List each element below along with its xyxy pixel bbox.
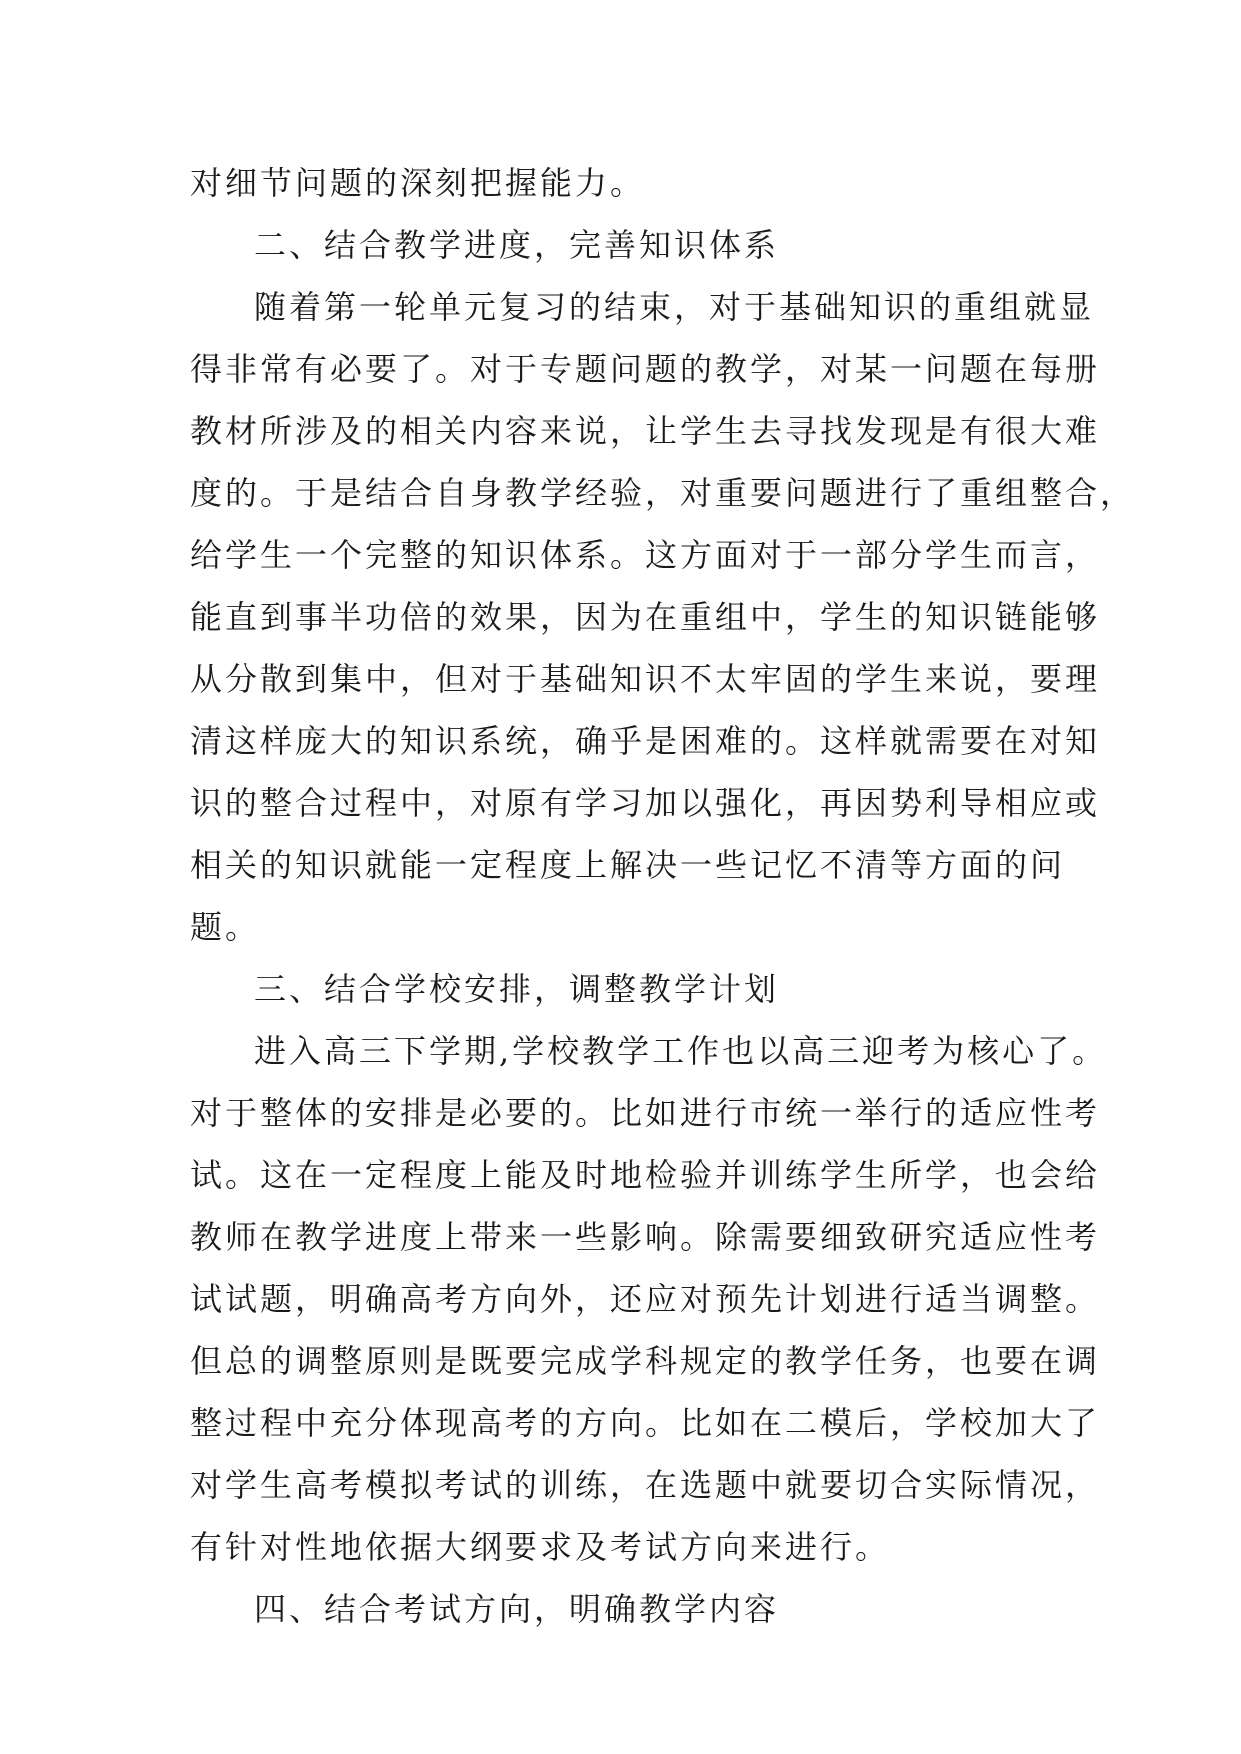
text-line: 得非常有必要了。对于专题问题的教学，对某一问题在每册: [190, 350, 1101, 388]
text-line: 从分散到集中，但对于基础知识不太牢固的学生来说，要理: [190, 660, 1101, 698]
document-body: [190, 152, 1136, 1640]
text-line: 清这样庞大的知识系统，确乎是困难的。这样就需要在对知: [190, 722, 1101, 760]
text-line: 对细节问题的深刻把握能力。: [190, 164, 646, 202]
text-line: 能直到事半功倍的效果，因为在重组中，学生的知识链能够: [190, 598, 1101, 636]
text-line: 度的。于是结合自身教学经验，对重要问题进行了重组整合，: [190, 474, 1136, 512]
text-line: 相关的知识就能一定程度上解决一些记忆不清等方面的问: [190, 846, 1066, 884]
text-line: 但总的调整原则是既要完成学科规定的教学任务，也要在调: [190, 1342, 1101, 1380]
text-line: 试试题，明确高考方向外，还应对预先计划进行适当调整。: [190, 1280, 1101, 1318]
section-heading-2: 二、结合教学进度，完善知识体系: [254, 226, 780, 264]
text-line: 教材所涉及的相关内容来说，让学生去寻找发现是有很大难: [190, 412, 1101, 450]
text-line: 随着第一轮单元复习的结束，对于基础知识的重组就显: [254, 288, 1095, 326]
text-line: 对于整体的安排是必要的。比如进行市统一举行的适应性考: [190, 1094, 1101, 1132]
section-heading-4: 四、结合考试方向，明确教学内容: [254, 1590, 780, 1628]
text-line: 题。: [190, 908, 261, 946]
text-line: 给学生一个完整的知识体系。这方面对于一部分学生而言，: [190, 536, 1101, 574]
text-line: 教师在教学进度上带来一些影响。除需要细致研究适应性考: [190, 1218, 1101, 1256]
text-line: 整过程中充分体现高考的方向。比如在二模后，学校加大了: [190, 1404, 1101, 1442]
section-heading-3: 三、结合学校安排，调整教学计划: [254, 970, 780, 1008]
text-line: 对学生高考模拟考试的训练，在选题中就要切合实际情况，: [190, 1466, 1101, 1504]
text-line: 有针对性地依据大纲要求及考试方向来进行。: [190, 1528, 891, 1566]
text-line: 进入高三下学期,学校教学工作也以高三迎考为核心了。: [254, 1032, 1108, 1070]
text-line: 识的整合过程中，对原有学习加以强化，再因势利导相应或: [190, 784, 1101, 822]
text-line: 试。这在一定程度上能及时地检验并训练学生所学，也会给: [190, 1156, 1101, 1194]
